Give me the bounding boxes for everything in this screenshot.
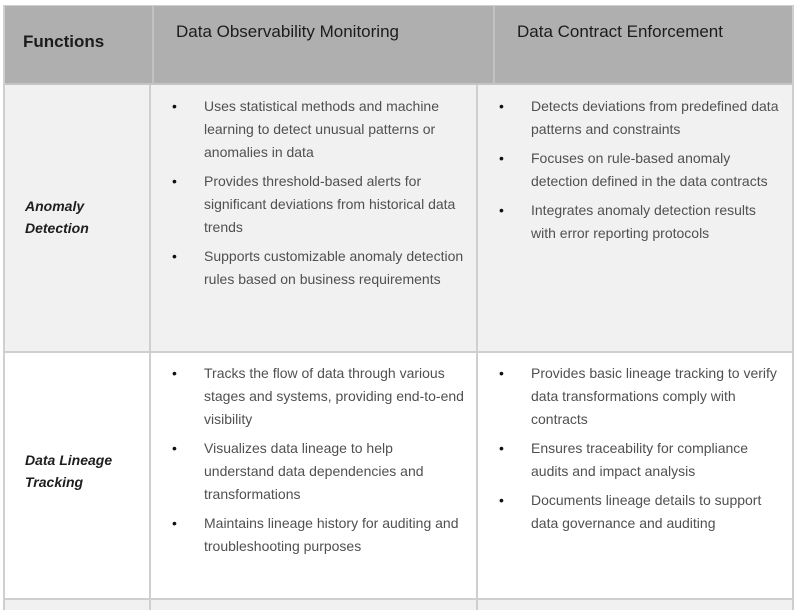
contract-cell: [476, 600, 792, 610]
contract-cell: [476, 353, 792, 598]
list-item: • Provides threshold-based alerts for significant deviations from historical data trends: [172, 170, 466, 239]
function-label: Data Lineage Tracking: [25, 452, 113, 490]
table-row-anomaly-detection: [5, 85, 792, 353]
list-item: • Uses statistical methods and machine learning to detect unusual patterns or anomalies in data: [172, 95, 466, 164]
function-cell: [5, 353, 149, 598]
list-item: • Supports customizable anomaly detection rules based on business requirements: [172, 245, 466, 291]
bullet-list: [478, 353, 792, 535]
bullet-icon: •: [172, 173, 177, 189]
observability-cell: [149, 353, 476, 598]
header-contract: Data Contract Enforcement: [493, 6, 792, 83]
list-item: • Maintains lineage history for auditing and troubleshooting purposes: [172, 512, 466, 558]
list-item: • Provides basic lineage tracking to verify data transformations comply with contracts: [499, 362, 784, 431]
function-label: Anomaly Detection: [25, 198, 89, 236]
bullet-list: [478, 85, 792, 245]
bullet-icon: •: [172, 365, 177, 381]
bullet-icon: •: [172, 515, 177, 531]
comparison-table: [3, 5, 794, 610]
header-observability: Data Observability Monitoring: [152, 6, 493, 83]
bullet-list: [151, 353, 476, 558]
function-cell: [5, 85, 149, 351]
table-row-data-lineage-tracking: [5, 353, 792, 600]
bullet-icon: •: [499, 440, 504, 456]
list-item: • Integrates anomaly detection results with error reporting protocols: [499, 199, 784, 245]
bullet-icon: •: [499, 98, 504, 114]
list-item: • Visualizes data lineage to help understand data dependencies and transformations: [172, 437, 466, 506]
bullet-icon: •: [172, 440, 177, 456]
list-item: • Focuses on rule-based anomaly detection defined in the data contracts: [499, 147, 784, 193]
bullet-list: [151, 85, 476, 291]
table-header-row: [5, 5, 792, 85]
observability-cell: [149, 600, 476, 610]
header-functions: Functions: [23, 32, 105, 51]
list-item: • Detects deviations from predefined data patterns and constraints: [499, 95, 784, 141]
table-row-partial: [5, 600, 792, 610]
bullet-icon: •: [172, 98, 177, 114]
list-item: • Ensures traceability for compliance audits and impact analysis: [499, 437, 784, 483]
function-cell: [5, 600, 149, 610]
observability-cell: [149, 85, 476, 351]
contract-cell: [476, 85, 792, 351]
bullet-icon: •: [172, 248, 177, 264]
bullet-icon: •: [499, 365, 504, 381]
list-item: • Documents lineage details to support data governance and auditing: [499, 489, 784, 535]
bullet-icon: •: [499, 202, 504, 218]
list-item: • Tracks the flow of data through various stages and systems, providing end-to-end visibility: [172, 362, 466, 431]
bullet-icon: •: [499, 150, 504, 166]
bullet-icon: •: [499, 492, 504, 508]
